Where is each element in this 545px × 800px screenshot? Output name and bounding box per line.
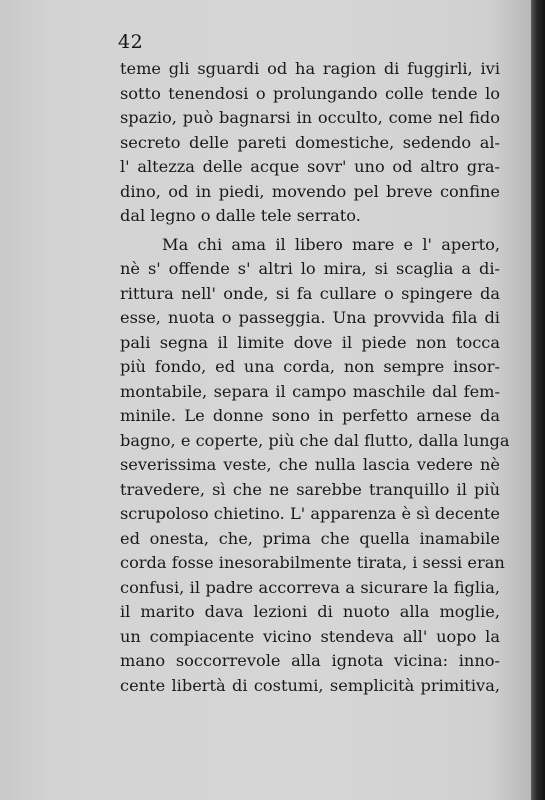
text-line: secreto delle pareti domestiche, sedendo al- xyxy=(120,132,500,152)
text-line: ed onesta, che, prima che quella inamabile xyxy=(120,528,500,548)
text-line: nè s' offende s' altri lo mira, si scaglia a di- xyxy=(120,259,500,278)
text-line: Ma chi ama il libero mare e l' aperto, xyxy=(162,234,500,254)
text-line: pali segna il limite dove il piede non tocca xyxy=(120,332,500,352)
text-line: dal legno o dalle tele serrato. xyxy=(120,206,361,225)
text-line: corda fosse inesorabilmente tirata, i sessi eran xyxy=(120,553,505,572)
text-line: minile. Le donne sono in perfetto arnese da xyxy=(120,406,500,425)
text-line: esse, nuota o passeggia. Una provvida fila di xyxy=(120,308,500,327)
text-line: travedere, sì che ne sarebbe tranquillo il più xyxy=(120,479,500,499)
text-line: rittura nell' onde, si fa cullare o spingere da xyxy=(120,283,500,303)
text-line: spazio, può bagnarsi in occulto, come nel fido xyxy=(120,108,500,127)
body-text xyxy=(120,57,510,698)
text-line: montabile, separa il campo maschile dal fem- xyxy=(120,381,500,401)
text-line: il marito dava lezioni di nuoto alla moglie, xyxy=(120,602,500,621)
text-line: dino, od in piedi, movendo pel breve confine xyxy=(120,181,500,201)
text-line: severissima veste, che nulla lascia vedere nè xyxy=(120,455,500,474)
page-number: 42 xyxy=(118,31,144,53)
text-line: scrupoloso chietino. L' apparenza è sì decente xyxy=(120,504,500,523)
text-line: un compiacente vicino stendeva all' uopo la xyxy=(120,626,500,646)
text-line: bagno, e coperte, più che dal flutto, dalla lunga xyxy=(120,430,510,450)
text-line: mano soccorrevole alla ignota vicina: inno- xyxy=(120,651,500,670)
text-line: confusi, il padre accorreva a sicurare la figlia, xyxy=(120,577,500,597)
text-line: l' altezza delle acque sovr' uno od altro gra- xyxy=(120,157,500,176)
text-line: cente libertà di costumi, semplicità primitiva, xyxy=(120,675,500,695)
text-line: più fondo, ed una corda, non sempre insor- xyxy=(120,357,500,376)
page-edge-shadow xyxy=(531,0,545,800)
text-line: teme gli sguardi od ha ragion di fuggirli, ivi xyxy=(120,59,500,78)
text-line: sotto tenendosi o prolungando colle tende lo xyxy=(120,83,500,103)
